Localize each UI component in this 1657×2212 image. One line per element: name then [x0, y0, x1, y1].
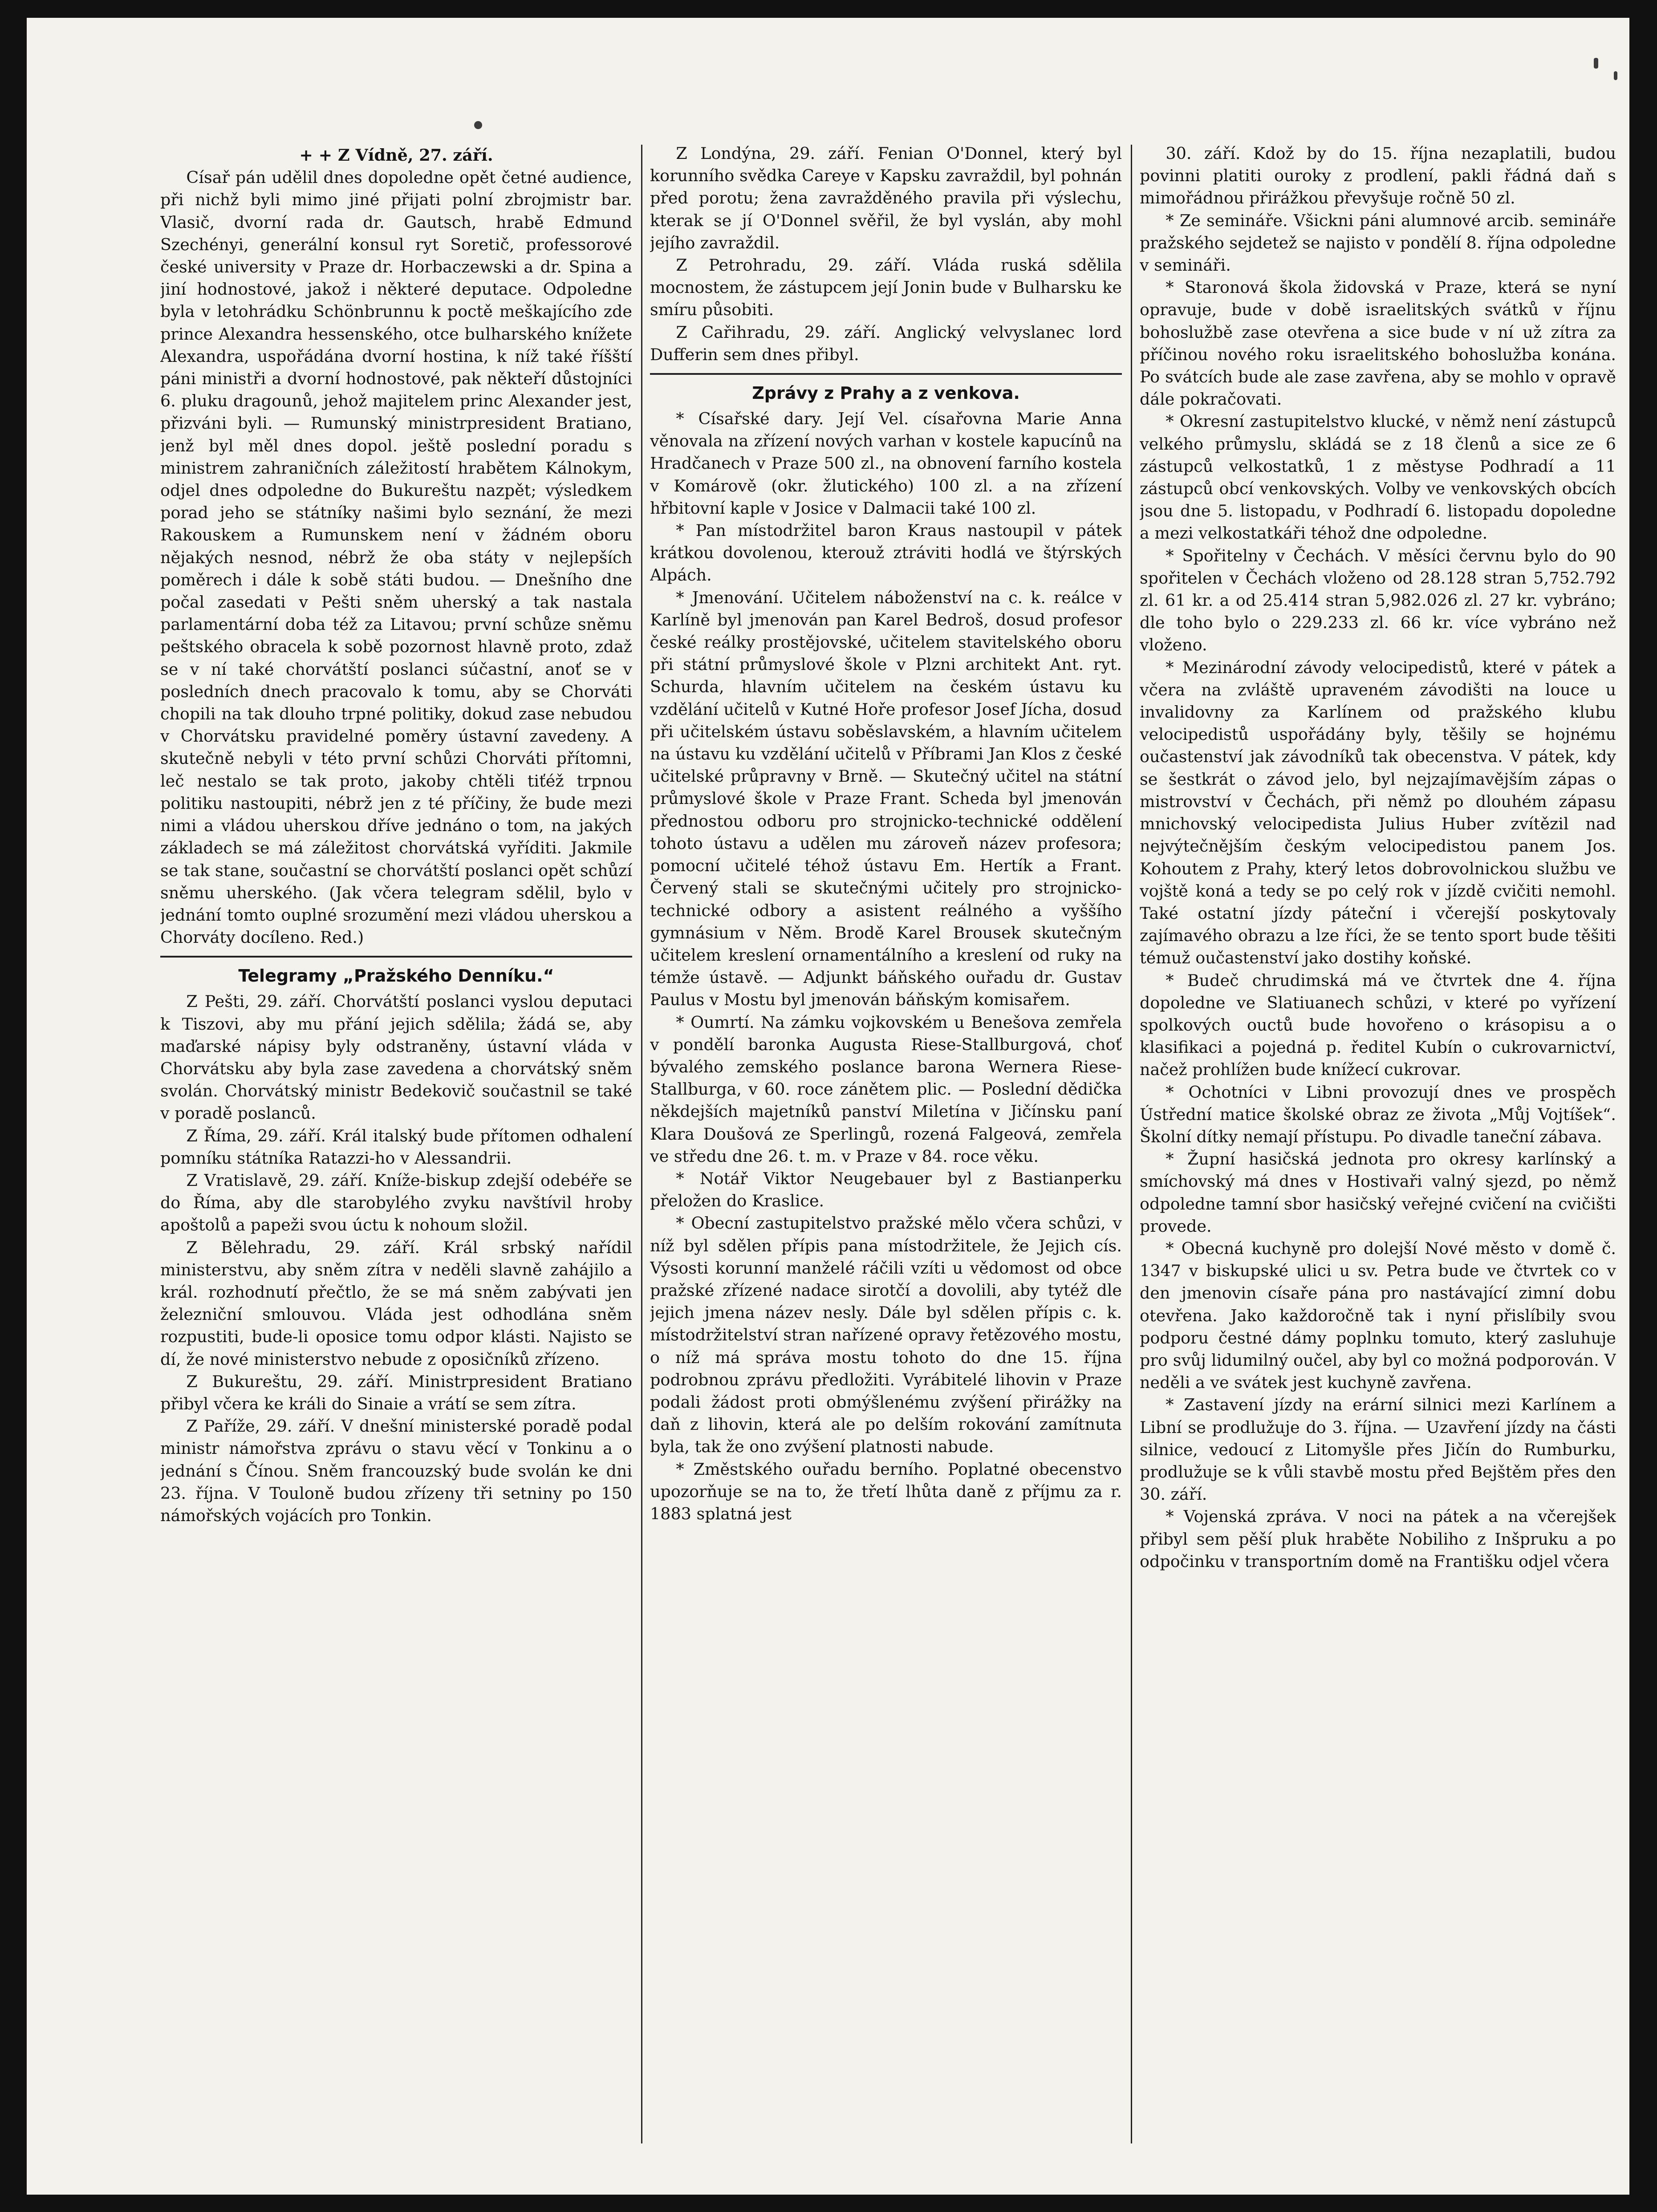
ink-blot: [474, 121, 482, 129]
news-paragraph: Z Petrohradu, 29. září. Vláda ruská sdělila mocnostem, že zástupcem její Jonin bude v Bulharsku ke smíru působiti.: [650, 256, 1122, 320]
section-heading: Zprávy z Prahy a z venkova.: [650, 373, 1122, 404]
news-paragraph: Z Říma, 29. září. Král italský bude přítomen odhalení pomníku státníka Ratazzi-ho v Alessandrii.: [160, 1126, 632, 1168]
news-paragraph: * Zastavení jízdy na erární silnici mezi Karlínem a Libní se prodlužuje do 3. října. — Uzavření jízdy na části silnice, vedoucí z Litomyšle přes Jičín do Rumburku, prodlužuje se k vůli stavbě mostu před Bejštěm přes den 30. září.: [1140, 1395, 1616, 1504]
news-paragraph: * Mezinárodní závody velocipedistů, které v pátek a včera na zvláště upraveném závodišti na louce u invalidovny za Karlínem od pražského klubu velocipedistů uspořádány byly, těšily se hojnému oučastenství jak závodníků tak obecenstva. V pátek, kdy se šestkrát o závod jelo, byl nejzajímavějším zápas o mistrovství v Čechách, při němž po dlouhém zápasu mnichovský velocipedista Julius Huber zvítězil nad nejvýtečnějším českým velocipedistou panem Jos. Kohoutem z Prahy, který letos dobrovolnickou službu ve vojště koná a tedy se po celý rok v jízdě cvičiti nemohl. Také ostatní jízdy páteční i včerejší poskytovaly zajímavého obrazu a lze říci, že se tento sport bude těšiti témuž oučastenství jako dostihy koňské.: [1140, 658, 1616, 968]
ink-blot: [1594, 58, 1598, 69]
news-paragraph: Z Vratislavě, 29. září. Kníže-biskup zdejší odebéře se do Říma, aby dle starobylého zvyku navštívil hroby apoštolů a papeži svou úctu k nohoum složil.: [160, 1170, 632, 1235]
news-paragraph: Z Paříže, 29. září. V dnešní ministerské poradě podal ministr námořstva zprávu o stavu věcí v Tonkinu a o jednání s Čínou. Sněm francouzský bude svolán ke dni 23. října. V Touloně budou zřízeny tři setniny po 150 námořských vojácích pro Tonkin.: [160, 1416, 632, 1525]
ink-blot: [1614, 71, 1617, 80]
news-paragraph: * Oumrtí. Na zámku vojkovském u Benešova zemřela v pondělí baronka Augusta Riese-Stallburgová, choť bývalého zemského poslance barona Wernera Riese-Stallburga, v 60. roce zánětem plic. — Poslední dědička někdejších majetníků panství Miletína v Jičínsku paní Klara Doušová ze Sperlingů, rozená Falgeová, zemřela ve středu dne 26. t. m. v Praze v 84. roce věku.: [650, 1012, 1122, 1166]
news-paragraph: Z Bukureštu, 29. září. Ministrpresident Bratiano přibyl včera ke králi do Sinaie a vrátí se sem zítra.: [160, 1372, 632, 1413]
column-middle: [650, 142, 1122, 2155]
news-paragraph: Císař pán udělil dnes dopoledne opět četné audience, při nichž byli mimo jiné přijati polní zbrojmistr bar. Vlasič, dvorní rada dr. Gautsch, hrabě Edmund Szechényi, generální konsul ryt Soretič, professorové české university v Praze dr. Horbaczewski a dr. Spina a jiní hodnostové, jakož i některé deputace. Odpoledne byla v letohrádku Schönbrunnu k poctě meškajícího zde prince Alexandra hessenského, otce bulharského knížete Alexandra, uspořádána dvorní hostina, k níž také říšští páni ministři a dvorní hodnostové, pak někteří důstojníci 6. pluku dragounů, jehož majitelem princ Alexander jest, přizváni byli. — Rumunský ministrpresident Bratiano, jenž byl měl dnes dopol. ještě poslední poradu s ministrem zahraničních záležitostí hrabětem Kálnokym, odjel dnes odpoledne do Bukureštu nazpět; výsledkem porad jeho se státníky našimi bylo seznání, že mezi Rakouskem a Rumunskem není v žádném oboru nějakých nesnod, nébrž že oba státy v nejlepších poměrech i dále k sobě státi budou. — Dnešního dne počal zasedati v Pešti sněm uherský a tak nastala parlamentární doba též za Litavou; první schůze sněmu peštského obracela k sobě pozornost hlavně proto, zdaž se v ní také chorvátští poslanci súčastní, anoť se v posledních dnech pracovalo k tomu, aby se Chorváti chopili na tak dlouho trpné politiky, dokud zase nebudou v Chorvátsku pravidelné poměry ústavní zavedeny. A skutečně nebyli v této první schůzi Chorváti přítomni, leč nestalo se tak proto, jakoby chtěli tiťéž trpnou politiku nastoupiti, nébrž jen z té příčiny, že bude mezi nimi a vládou uherskou dříve jednáno o tom, na jakých základech se má záležitost chorvátská vyříditi. Jakmile se tak stane, součastní se chorvátští poslanci opět schůzí sněmu uherského. (Jak včera telegram sdělil, bylo v jednání tomto ouplné srozumění mezi vládou uherskou a Chorváty docíleno. Red.): [160, 168, 632, 947]
news-paragraph: Z Bělehradu, 29. září. Král srbský nařídil ministerstvu, aby sněm zítra v neděli slavně zahájilo a král. rozhodnutí přečtlo, že se má sněm zabývati jen železniční smlouvou. Vláda jest odhodlána sněm rozpustiti, bude-li oposice tomu odpor klásti. Najisto se dí, že nové ministerstvo nebude z oposičníků zřízeno.: [160, 1238, 632, 1369]
column-divider: [641, 145, 642, 2143]
column-left: [160, 142, 632, 2155]
newspaper-page: [27, 18, 1629, 2195]
news-paragraph: * Pan místodržitel baron Kraus nastoupil v pátek krátkou dovolenou, kterouž ztráviti hodlá ve štýrských Alpách.: [650, 521, 1122, 585]
news-paragraph: * Změstského ouřadu berního. Poplatné obecenstvo upozorňuje se na to, že třetí lhůta daně z příjmu za r. 1883 splatná jest: [650, 1459, 1122, 1523]
section-heading: Telegramy „Pražského Denníku.“: [160, 956, 632, 987]
news-paragraph: * Obecná kuchyně pro dolejší Nové město v domě č. 1347 v biskupské ulici u sv. Petra bude ve čtvrtek co v den jmenovin císaře pána pro nastávající zimní dobu otevřena. Jako každoročně tak i nyní přislíbily svou podporu čestné dámy poplnku tomuto, který zasluhuje pro svůj lidumilný oučel, aby byl co možná podporován. V neděli a ve svátek jest kuchyně zavřena.: [1140, 1238, 1616, 1392]
news-paragraph: * Notář Viktor Neugebauer byl z Bastianperku přeložen do Kraslice.: [650, 1169, 1122, 1211]
news-paragraph: * Císařské dary. Její Vel. císařovna Marie Anna věnovala na zřízení nových varhan v kostele kapucínů na Hradčanech v Praze 500 zl., na obnovení farního kostela v Komárově (okr. žlutického) 100 zl. a na zřízení hřbitovní kaple v Josice v Dalmacii také 100 zl.: [650, 409, 1122, 518]
news-paragraph: * Ze semináře. Všickni páni alumnové arcib. semináře pražského sejdetež se najisto v pondělí 8. října odpoledne v semináři.: [1140, 211, 1616, 275]
news-paragraph: Z Cařihradu, 29. září. Anglický velvyslanec lord Dufferin sem dnes přibyl.: [650, 322, 1122, 364]
column-right: [1140, 142, 1616, 2155]
news-paragraph: * Jmenování. Učitelem náboženství na c. k. reálce v Karlíně byl jmenován pan Karel Bedroš, dosud profesor české reálky prostějovské, učitelem stavitelského oboru při státní průmyslové škole v Plzni architekt Ant. ryt. Schurda, hlavním učitelem na českém ústavu ku vzdělání učitelů v Kutné Hoře profesor Josef Jícha, dosud při učitelském ústavu soběslavském, a hlavním učitelem na ústavu ku vzdělání učitelů v Příbrami Jan Klos z české učitelské průpravny v Brně. — Skutečný učitel na státní průmyslové škole v Praze Frant. Scheda byl jmenován přednostou odboru pro strojnicko-technické oddělení tohoto ústavu a udělen mu zároveň název profesora; pomocní učitelé téhož ústavu Em. Hertík a Frant. Červený stali se skutečnými učitely pro strojnicko-technické odbory a asistent reálného a vyššího gymnásium v Něm. Brodě Karel Brousek skutečným učitelem kreslení ornamentálního a kreslení od ruky na témže ústavě. — Adjunkt báňského ouřadu dr. Gustav Paulus v Mostu byl jmenován báňským komisařem.: [650, 588, 1122, 1010]
news-paragraph: Z Pešti, 29. září. Chorvátští poslanci vyslou deputaci k Tiszovi, aby mu přání jejich sdělila; žádá se, aby maďarské nápisy byly odstraněny, ústavní vláda v Chorvátsku aby byla zase zavedena a chorvátský sněm svolán. Chorvátský ministr Bedekovič součastnil se také v poradě poslanců.: [160, 992, 632, 1123]
news-paragraph: * Spořitelny v Čechách. V měsíci červnu bylo do 90 spořitelen v Čechách vloženo od 28.128 stran 5,752.792 zl. 61 kr. a od 25.414 stran 5,982.026 zl. 27 kr. vybráno; dle toho bylo o 229.233 zl. 66 kr. více vybráno než vloženo.: [1140, 546, 1616, 655]
news-paragraph: * Okresní zastupitelstvo klucké, v němž není zástupců velkého průmyslu, skládá se z 18 členů a sice ze 6 zástupců velkostatků, 1 z městyse Podhradí a 11 zástupců obcí venkovských. Volby ve venkovských obcích jsou dne 5. listopadu, v Podhradí 6. listopadu dopoledne a mezi velkostatkáři téhož dne odpoledne.: [1140, 412, 1616, 543]
dateline: + + Z Vídně, 27. září.: [299, 146, 493, 165]
news-paragraph: * Staronová škola židovská v Praze, která se nyní opravuje, bude v době israelitských svátků v říjnu bohoslužbě zase otevřena a sice bude v ní už zítra za příčinou nového roku israelitského bohoslužba konána. Po svátcích bude ale zase zavřena, aby se mohlo v opravě dále pokračovati.: [1140, 278, 1616, 409]
news-paragraph: * Ochotníci v Libni provozují dnes ve prospěch Ústřední matice školské obraz ze života „Můj Vojtíšek“. Školní dítky nemají přístupu. Po divadle taneční zábava.: [1140, 1082, 1616, 1146]
news-paragraph: * Obecní zastupitelstvo pražské mělo včera schůzi, v níž byl sdělen přípis pana místodržitele, že Jejich cís. Výsosti korunní manželé ráčili vzíti u vědomost od obce pražské zřízené nadace sirotčí a dovolili, aby tytéž dle jejich jmena název nesly. Dále byl sdělen přípis c. k. místodržitelství stran nařízené opravy řetězového mostu, o níž má správa mostu tohoto do dne 15. října podrobnou zprávu předložiti. Vyrábitelé lihovin v Praze podali žádost proti obmýšlenému zvýšení přirážky na daň z lihovin, která ale po delším rokování zamítnuta byla, tak že ono zvýšení platnosti nabude.: [650, 1214, 1122, 1457]
news-paragraph: Z Londýna, 29. září. Fenian O'Donnel, který byl korunního svědka Careye v Kapsku zavraždil, byl pohnán před porotu; žena zavražděného pravila při výslechu, kterak se jí O'Donnel svěřil, že byl vyslán, aby mohl jejího zavraždil.: [650, 144, 1122, 252]
news-paragraph: * Župní hasičská jednota pro okresy karlínský a smíchovský má dnes v Hostivaři valný sjezd, po němž odpoledne tamní sbor hasičský veřejné cvičení na cvičišti provede.: [1140, 1149, 1616, 1236]
news-paragraph: * Vojenská zpráva. V noci na pátek a na včerejšek přibyl sem pěší pluk hraběte Nobiliho z Inšpruku a po odpočinku v transportním domě na Františku odjel včera: [1140, 1507, 1616, 1571]
column-divider: [1131, 145, 1132, 2143]
news-paragraph: 30. září. Kdož by do 15. října nezaplatili, budou povinni platiti ouroky z prodlení, pakli řádná daň s mimořádnou přirážkou převyšuje ročně 50 zl.: [1140, 144, 1616, 208]
news-paragraph: * Budeč chrudimská má ve čtvrtek dne 4. října dopoledne ve Slatiuanech schůzi, v které po vyřízení spolkových ouctů bude hovořeno o krásopisu a o klasifikaci a pojedná p. ředitel Kubín o cukrovarnictví, načež prohlížen bude knížecí cukrovar.: [1140, 970, 1616, 1080]
